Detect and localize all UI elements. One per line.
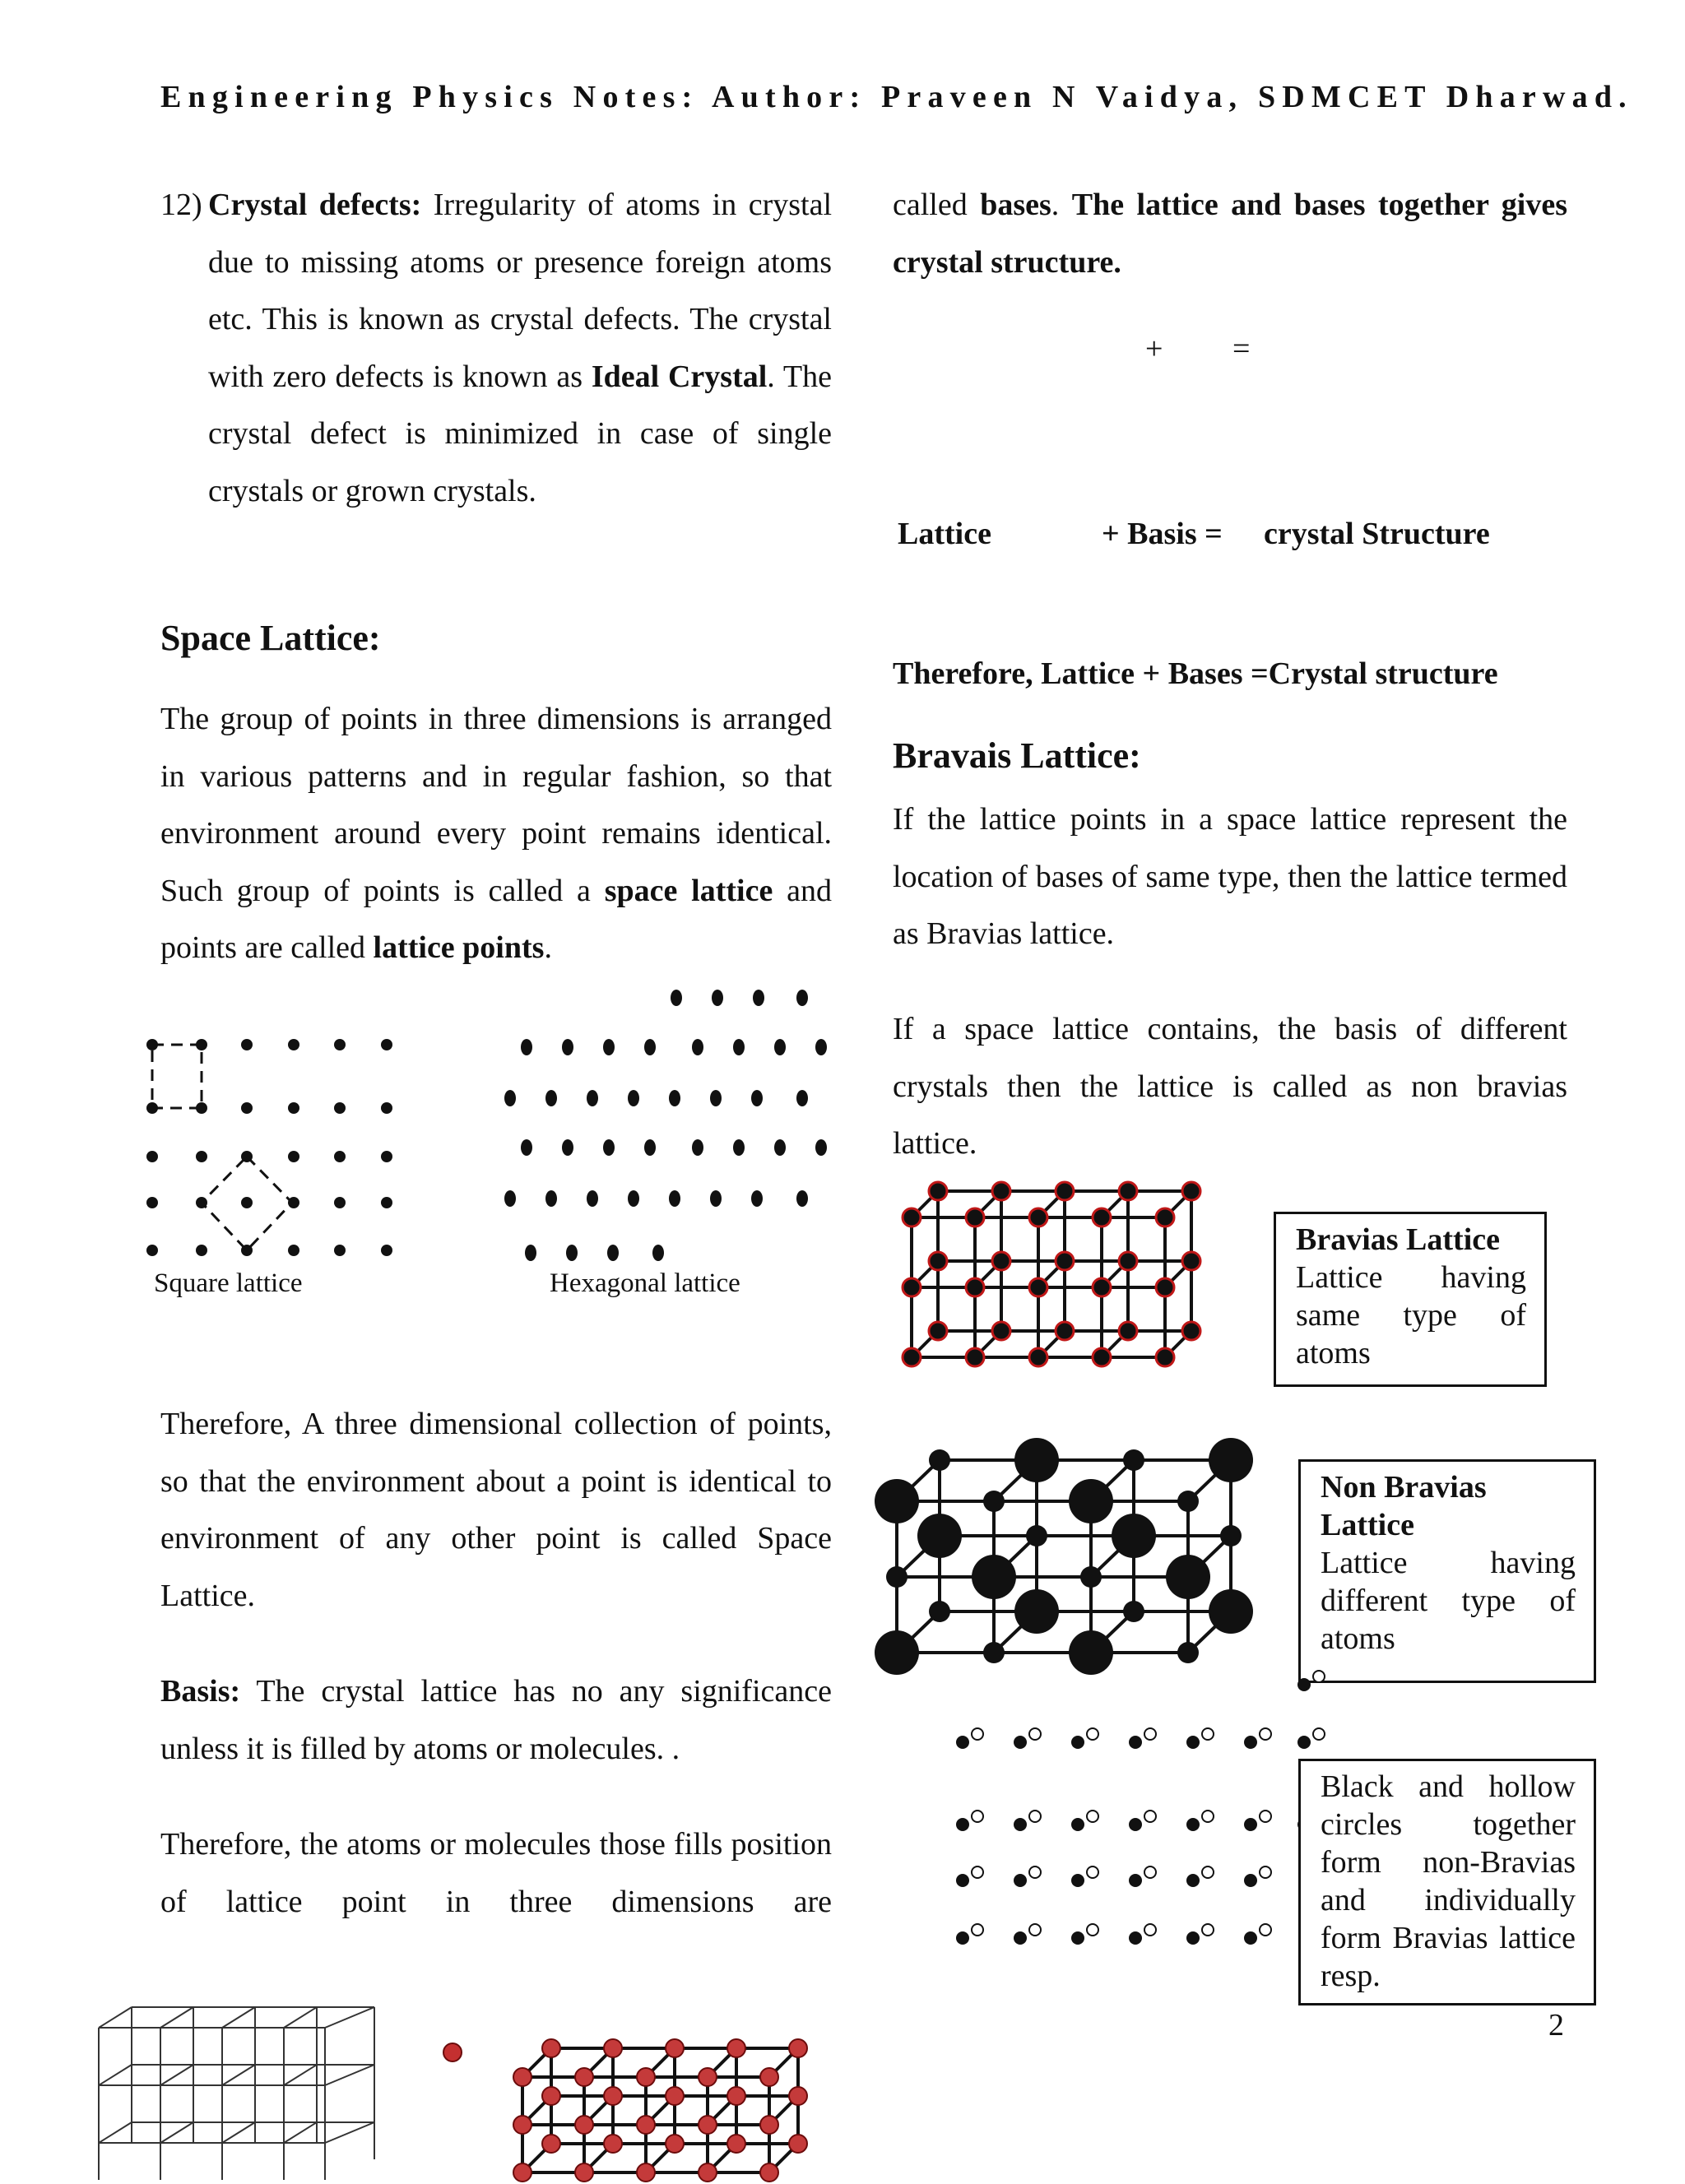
hollow-atom: [1029, 1728, 1041, 1740]
lattice-atom: [1123, 1449, 1144, 1471]
bases-intro-paragraph: called bases. The lattice and bases together gives crystal structure.: [893, 188, 1567, 280]
lattice-point: [334, 1102, 346, 1114]
black-atom: [1071, 1931, 1084, 1945]
lattice-atom: [1123, 1601, 1144, 1622]
lattice-point: [774, 1139, 786, 1156]
lattice-atom: [1080, 1566, 1102, 1588]
space-lattice-term: space lattice: [604, 873, 773, 908]
therefore-crystal-structure-line: Therefore, Lattice + Bases =Crystal structure: [893, 656, 1498, 691]
hollow-atom: [1144, 1866, 1156, 1878]
black-atom: [956, 1874, 969, 1887]
hollow-atom: [1144, 1924, 1156, 1936]
hollow-atom: [1144, 1728, 1156, 1740]
lattice-point: [587, 1090, 598, 1106]
lattice-point: [288, 1245, 299, 1256]
lattice-point: [334, 1197, 346, 1208]
lattice-point: [796, 1190, 808, 1207]
lattice-point: [796, 990, 808, 1006]
basis-atom: [699, 2068, 717, 2086]
lattice-atom: [1093, 1348, 1111, 1366]
lattice-atom: [929, 1322, 947, 1340]
black-atom: [956, 1736, 969, 1749]
lattice-bonds: [912, 1191, 1191, 1357]
lattice-atom: [886, 1566, 907, 1588]
hollow-atom: [1029, 1811, 1041, 1822]
basis-atom: [513, 2163, 531, 2182]
lattice-atom: [929, 1449, 950, 1471]
item-12-crystal-defects: [208, 177, 832, 520]
non-bravais-lattice-figure: [872, 1435, 1292, 1699]
basis-atom: [637, 2163, 655, 2182]
black-atom: [1186, 1818, 1200, 1831]
lattice-point: [815, 1039, 827, 1055]
basis-atom: [513, 2116, 531, 2134]
lattice-atom: [992, 1322, 1010, 1340]
basis-term: Basis:: [160, 1674, 241, 1709]
lattice-atom: [1119, 1252, 1137, 1270]
lattice-point: [334, 1039, 346, 1050]
lattice-point: [545, 1190, 557, 1207]
hollow-atom: [1202, 1866, 1214, 1878]
black-atom: [1071, 1736, 1084, 1749]
basis-atom: [542, 2039, 560, 2057]
lattice-point: [712, 990, 723, 1006]
equation-equals-symbol: =: [1232, 332, 1251, 366]
lattice-point: [381, 1039, 392, 1050]
black-atom: [1244, 1818, 1257, 1831]
lattice-point: [288, 1102, 299, 1114]
crystal-defects-text-1: Irregularity of atoms in crystal due to missing atoms or presence foreign atoms etc. This is known as crystal defects. The crystal with zero defects is known as: [208, 188, 832, 394]
black-atom: [1297, 1736, 1311, 1749]
lattice-point: [545, 1090, 557, 1106]
basis-atom: [727, 2087, 745, 2105]
lattice-point: [815, 1139, 827, 1156]
crystal-defects-text-2: . The crystal defect is minimized in case of single crystals or grown crystals.: [208, 359, 832, 508]
lattice-atom: [1119, 1182, 1137, 1200]
basis-atom: [789, 2039, 807, 2057]
lattice-atom: [929, 1601, 950, 1622]
lattice-atom: [1166, 1555, 1210, 1599]
lattice-point: [381, 1197, 392, 1208]
hexagonal-lattice-figure: [494, 983, 839, 1271]
lattice-point: [521, 1039, 532, 1055]
basis-atom: [666, 2039, 684, 2057]
basis-atom: [789, 2087, 807, 2105]
black-atom: [1186, 1736, 1200, 1749]
hollow-atom: [972, 1924, 983, 1936]
lattice-atom: [1069, 1479, 1113, 1523]
lattice-point: [753, 990, 764, 1006]
equation-lattice-label: Lattice: [898, 517, 991, 551]
basis-atom: [604, 2087, 622, 2105]
lattice-atom: [1014, 1589, 1059, 1634]
lattice-atom: [1220, 1525, 1242, 1546]
lattice-atom: [917, 1514, 962, 1558]
lattice-point: [628, 1190, 639, 1207]
basis-atom: [699, 2116, 717, 2134]
lattice-point: [587, 1190, 598, 1207]
basis-atom: [542, 2087, 560, 2105]
bravais-lattice-figure: [895, 1185, 1216, 1390]
non-bravais-box-text: Lattice having different type of atoms: [1321, 1546, 1576, 1656]
black-atom: [1071, 1818, 1084, 1831]
empty-lattice-wireframe: [95, 2003, 383, 2184]
hollow-atom: [1029, 1866, 1041, 1878]
black-atom: [1297, 1678, 1311, 1691]
lattice-point: [603, 1039, 615, 1055]
lattice-atom: [1177, 1642, 1199, 1663]
lattice-point: [644, 1139, 656, 1156]
lattice-point: [710, 1090, 722, 1106]
hollow-atom: [1202, 1728, 1214, 1740]
lattice-point: [381, 1102, 392, 1114]
black-atom: [1244, 1874, 1257, 1887]
black-atom: [956, 1818, 969, 1831]
bravais-box-text: Lattice having same type of atoms: [1296, 1260, 1526, 1370]
basis-atom: [727, 2135, 745, 2153]
lattice-atom: [1029, 1348, 1047, 1366]
lattice-point: [146, 1245, 158, 1256]
pair-box-text: Black and hollow circles together form non-Bravias and individually form Bravias lattice resp.: [1321, 1769, 1576, 1993]
lattice-point: [669, 1190, 680, 1207]
black-atom: [1186, 1874, 1200, 1887]
lattice-point: [288, 1039, 299, 1050]
hollow-atom: [1087, 1866, 1098, 1878]
lattice-atom: [966, 1348, 984, 1366]
basis-atom: [760, 2163, 778, 2182]
non-bravais-box-title: Non Bravias Lattice: [1321, 1470, 1487, 1542]
hollow-atom: [1313, 1671, 1325, 1682]
lattice-point: [692, 1039, 703, 1055]
lattice-point: [196, 1245, 207, 1256]
space-lattice-heading: Space Lattice:: [160, 618, 381, 658]
basis-atom: [604, 2135, 622, 2153]
lattice-atom: [875, 1630, 919, 1675]
hollow-atom: [1260, 1728, 1271, 1740]
hollow-atom: [1202, 1811, 1214, 1822]
black-atom: [1014, 1818, 1027, 1831]
lattice-point: [381, 1245, 392, 1256]
lattice-atom: [983, 1491, 1005, 1512]
hollow-atom: [1029, 1924, 1041, 1936]
basis-atom: [542, 2135, 560, 2153]
lattice-point: [334, 1245, 346, 1256]
lattice-points-term: lattice points: [373, 930, 545, 965]
lattice-atom: [1182, 1252, 1200, 1270]
lattice-atom: [1029, 1208, 1047, 1226]
lattice-atom: [966, 1208, 984, 1226]
lattice-atom: [1156, 1208, 1174, 1226]
lattice-point: [381, 1151, 392, 1162]
bravais-box-title: Bravias Lattice: [1296, 1222, 1501, 1257]
black-atom: [1244, 1736, 1257, 1749]
hexagonal-lattice-caption: Hexagonal lattice: [550, 1268, 740, 1298]
black-atom: [1129, 1736, 1142, 1749]
basis-atom: [727, 2039, 745, 2057]
lattice-atom: [1177, 1491, 1199, 1512]
non-bravais-lattice-box: [1298, 1459, 1596, 1683]
lattice-point: [751, 1190, 763, 1207]
page-number: 2: [1548, 2008, 1564, 2043]
square-lattice-caption: Square lattice: [154, 1268, 303, 1298]
lattice-point: [241, 1102, 253, 1114]
therefore-space-lattice: Therefore, A three dimensional collection of points, so that the environment about a point is identical to environment of any other point is called Space Lattice.: [160, 1407, 832, 1613]
lattice-atom: [1156, 1348, 1174, 1366]
lattice-point: [288, 1151, 299, 1162]
square-lattice-figure: [140, 1028, 453, 1275]
therefore-atoms-paragraph: Therefore, the atoms or molecules those fills position of lattice point in three dimensions are: [160, 1827, 832, 1919]
hollow-atom: [1260, 1924, 1271, 1936]
black-atom: [956, 1931, 969, 1945]
basis-atom: [637, 2116, 655, 2134]
basis-atom: [666, 2087, 684, 2105]
black-atom: [1244, 1931, 1257, 1945]
basis-paragraph: Basis: The crystal lattice has no any significance unless it is filled by atoms or molecules. .: [160, 1674, 832, 1766]
basis-atom: [666, 2135, 684, 2153]
basis-atom: [789, 2135, 807, 2153]
lattice-point: [733, 1139, 745, 1156]
lattice-point: [562, 1139, 573, 1156]
page-header: Engineering Physics Notes: Author: Praveen N Vaidya, SDMCET Dharwad.: [160, 80, 1633, 114]
bravais-definition: If the lattice points in a space lattice represent the location of bases of same type, then the lattice termed as Bravias lattice.: [893, 802, 1567, 951]
basis-atom: [760, 2116, 778, 2134]
lattice-point: [241, 1039, 253, 1050]
lattice-atom: [992, 1252, 1010, 1270]
space-lattice-paragraph: The group of points in three dimensions is arranged in various patterns and in regular fashion, so that environment around every point remains identical. Such group of points is called a space lattice and points are called lattice points.: [160, 702, 832, 965]
lattice-point: [241, 1197, 253, 1208]
lattice-atom: [929, 1252, 947, 1270]
lattice-point: [644, 1039, 656, 1055]
lattice-point: [146, 1197, 158, 1208]
lattice-point: [710, 1190, 722, 1207]
hollow-atom: [972, 1866, 983, 1878]
bravais-lattice-heading: Bravais Lattice:: [893, 735, 1141, 776]
basis-atom: [575, 2163, 593, 2182]
lattice-atom: [1119, 1322, 1137, 1340]
lattice-point: [603, 1139, 615, 1156]
lattice-atom: [1209, 1589, 1253, 1634]
lattice-atom: [1026, 1525, 1047, 1546]
lattice-point: [692, 1139, 703, 1156]
hollow-atom: [972, 1728, 983, 1740]
bases-term: bases: [980, 188, 1051, 222]
ideal-crystal-term: Ideal Crystal: [591, 359, 768, 394]
black-atom: [1129, 1874, 1142, 1887]
lattice-atom: [1056, 1322, 1074, 1340]
basis-atom: [513, 2068, 531, 2086]
hollow-atom: [1202, 1924, 1214, 1936]
crystal-structure-figure: [510, 1987, 856, 2180]
lattice-point: [628, 1090, 639, 1106]
basis-atom: [604, 2039, 622, 2057]
lattice-point: [334, 1151, 346, 1162]
lattice-atom: [903, 1278, 921, 1296]
lattice-atom: [929, 1182, 947, 1200]
lattice-atom: [1112, 1514, 1156, 1558]
hollow-atom: [1313, 1728, 1325, 1740]
basis-atom: [760, 2068, 778, 2086]
basis-atom: [699, 2163, 717, 2182]
black-atom: [1129, 1931, 1142, 1945]
lattice-point: [607, 1245, 619, 1261]
basis-atom: [440, 2040, 465, 2065]
lattice-point: [796, 1090, 808, 1106]
lattice-point: [504, 1190, 516, 1207]
lattice-point: [521, 1139, 532, 1156]
lattice-atom: [903, 1208, 921, 1226]
hollow-atom: [1260, 1866, 1271, 1878]
lattice-atom: [1209, 1438, 1253, 1482]
basis-atom: [575, 2068, 593, 2086]
lattice-point: [751, 1090, 763, 1106]
lattice-atom: [1069, 1630, 1113, 1675]
bravais-lattice-box: [1274, 1212, 1547, 1387]
lattice-point: [652, 1245, 664, 1261]
lattice-atom: [966, 1278, 984, 1296]
lattice-point: [504, 1090, 516, 1106]
crystal-defects-term: Crystal defects:: [208, 188, 422, 222]
equation-plus-symbol: +: [1145, 332, 1163, 366]
lattice-atom: [1182, 1322, 1200, 1340]
lattice-point: [562, 1039, 573, 1055]
lattice-atom: [1029, 1278, 1047, 1296]
pair-basis-lattice-figure: [938, 1670, 1333, 1941]
lattice-bases-statement: The lattice and bases together gives crystal structure.: [893, 188, 1567, 280]
black-atom: [1014, 1931, 1027, 1945]
lattice-atom: [972, 1555, 1016, 1599]
lattice-atom: [903, 1348, 921, 1366]
lattice-point: [146, 1151, 158, 1162]
pair-lattice-box: [1298, 1759, 1596, 2005]
basis-atom: [637, 2068, 655, 2086]
lattice-bonds: [522, 2048, 798, 2172]
black-atom: [1186, 1931, 1200, 1945]
black-atom: [1129, 1818, 1142, 1831]
basis-atom: [575, 2116, 593, 2134]
lattice-atom: [1056, 1252, 1074, 1270]
lattice-atom: [983, 1642, 1005, 1663]
black-atom: [1071, 1874, 1084, 1887]
lattice-atom: [992, 1182, 1010, 1200]
lattice-atom: [1093, 1278, 1111, 1296]
lattice-atom: [1093, 1208, 1111, 1226]
lattice-point: [196, 1151, 207, 1162]
hollow-atom: [1087, 1728, 1098, 1740]
lattice-point: [671, 990, 682, 1006]
equation-structure-label: crystal Structure: [1264, 517, 1490, 551]
lattice-point: [669, 1090, 680, 1106]
black-atom: [1014, 1874, 1027, 1887]
lattice-atom: [1182, 1182, 1200, 1200]
hollow-atom: [1260, 1811, 1271, 1822]
lattice-point: [525, 1245, 536, 1261]
lattice-point: [566, 1245, 578, 1261]
lattice-atom: [875, 1479, 919, 1523]
hollow-atom: [1144, 1811, 1156, 1822]
lattice-atom: [1014, 1438, 1059, 1482]
non-bravais-definition: If a space lattice contains, the basis of different crystals then the lattice is called as non bravias lattice.: [893, 1012, 1567, 1161]
equation-basis-label: + Basis =: [1102, 517, 1223, 551]
black-atom: [1014, 1736, 1027, 1749]
item-12-number: 12): [160, 188, 202, 222]
lattice-atom: [1056, 1182, 1074, 1200]
hollow-atom: [1087, 1924, 1098, 1936]
lattice-point: [774, 1039, 786, 1055]
hollow-atom: [1087, 1811, 1098, 1822]
hollow-atom: [972, 1811, 983, 1822]
lattice-atom: [1156, 1278, 1174, 1296]
lattice-point: [733, 1039, 745, 1055]
